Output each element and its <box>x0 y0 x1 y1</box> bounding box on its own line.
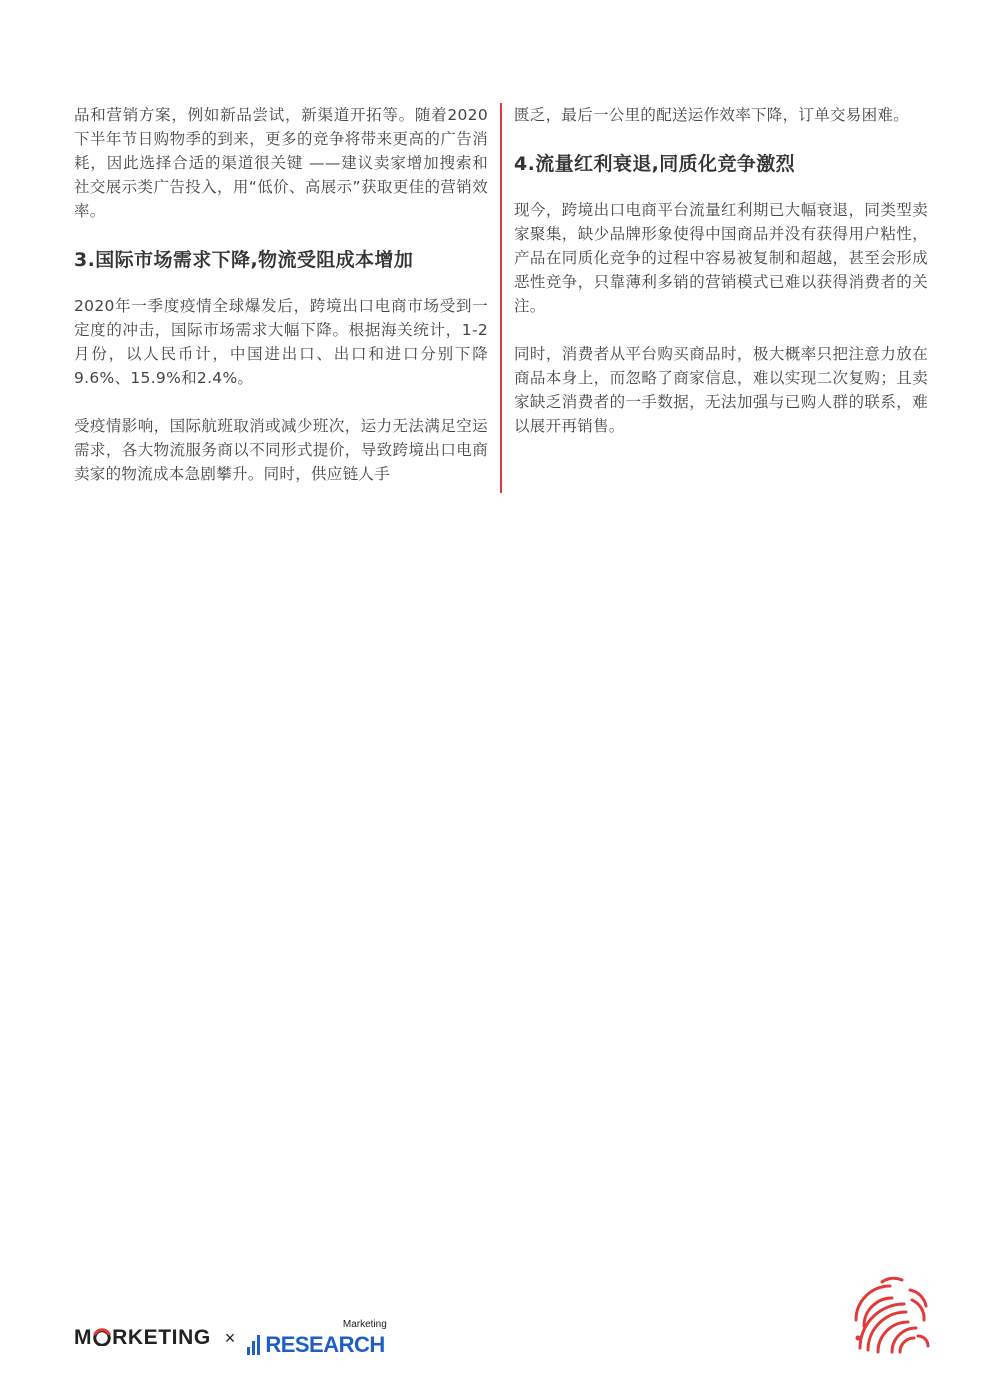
paragraph: 匮乏，最后一公里的配送运作效率下降，订单交易困难。 <box>514 106 910 124</box>
research-bars-icon <box>247 1335 262 1355</box>
research-logo <box>247 1319 387 1357</box>
paragraph: 品和营销方案，例如新品尝试，新渠道开拓等。随着2020下半年节日购物季的到来，更多的竞争将带来更高的广告消耗，因此选择合适的渠道很关键 ——建议卖家增加搜索和社交展示类广告投入，用“低价、高展示”获取更佳的营销效率。 <box>74 106 488 220</box>
times-sign: × <box>224 1327 236 1348</box>
marketing-logo <box>74 1326 211 1350</box>
left-column <box>74 103 488 486</box>
research-logo-text: RESEARCH <box>265 1332 385 1357</box>
column-divider <box>500 103 502 493</box>
marketing-logo-rest: RKETING <box>112 1326 211 1349</box>
paragraph: 现今，跨境出口电商平台流量红利期已大幅衰退，同类型卖家聚集，缺少品牌形象使得中国商品并没有获得用户粘性，产品在同质化竞争的过程中容易被复制和超越，甚至会形成恶性竞争，只靠薄利多销的营销模式已难以获得消费者的关注。 <box>514 201 928 315</box>
corner-arc-logo-icon <box>852 1276 930 1354</box>
section-heading-4: 4.流量红利衰退,同质化竞争激烈 <box>514 153 796 175</box>
research-logo-subtext: Marketing <box>342 1319 387 1330</box>
marketing-logo-prefix: M <box>74 1326 93 1349</box>
section-heading-3: 3.国际市场需求下降,物流受阻成本增加 <box>74 249 414 271</box>
footer-brands <box>74 1318 385 1358</box>
paragraph: 2020年一季度疫情全球爆发后，跨境出口电商市场受到一定度的冲击，国际市场需求大幅下降。根据海关统计，1-2月份，以人民币计，中国进出口、出口和进口分别下降9.6%、15.9%和2.4%。 <box>74 297 488 387</box>
marketing-logo-icon <box>93 1328 111 1346</box>
paragraph: 同时，消费者从平台购买商品时，极大概率只把注意力放在商品本身上，而忽略了商家信息，难以实现二次复购；且卖家缺乏消费者的一手数据，无法加强与已购人群的联系，难以展开再销售。 <box>514 345 928 435</box>
right-column <box>514 103 928 438</box>
paragraph: 受疫情影响，国际航班取消或减少班次，运力无法满足空运需求，各大物流服务商以不同形式提价，导致跨境出口电商卖家的物流成本急剧攀升。同时，供应链人手 <box>74 417 488 483</box>
